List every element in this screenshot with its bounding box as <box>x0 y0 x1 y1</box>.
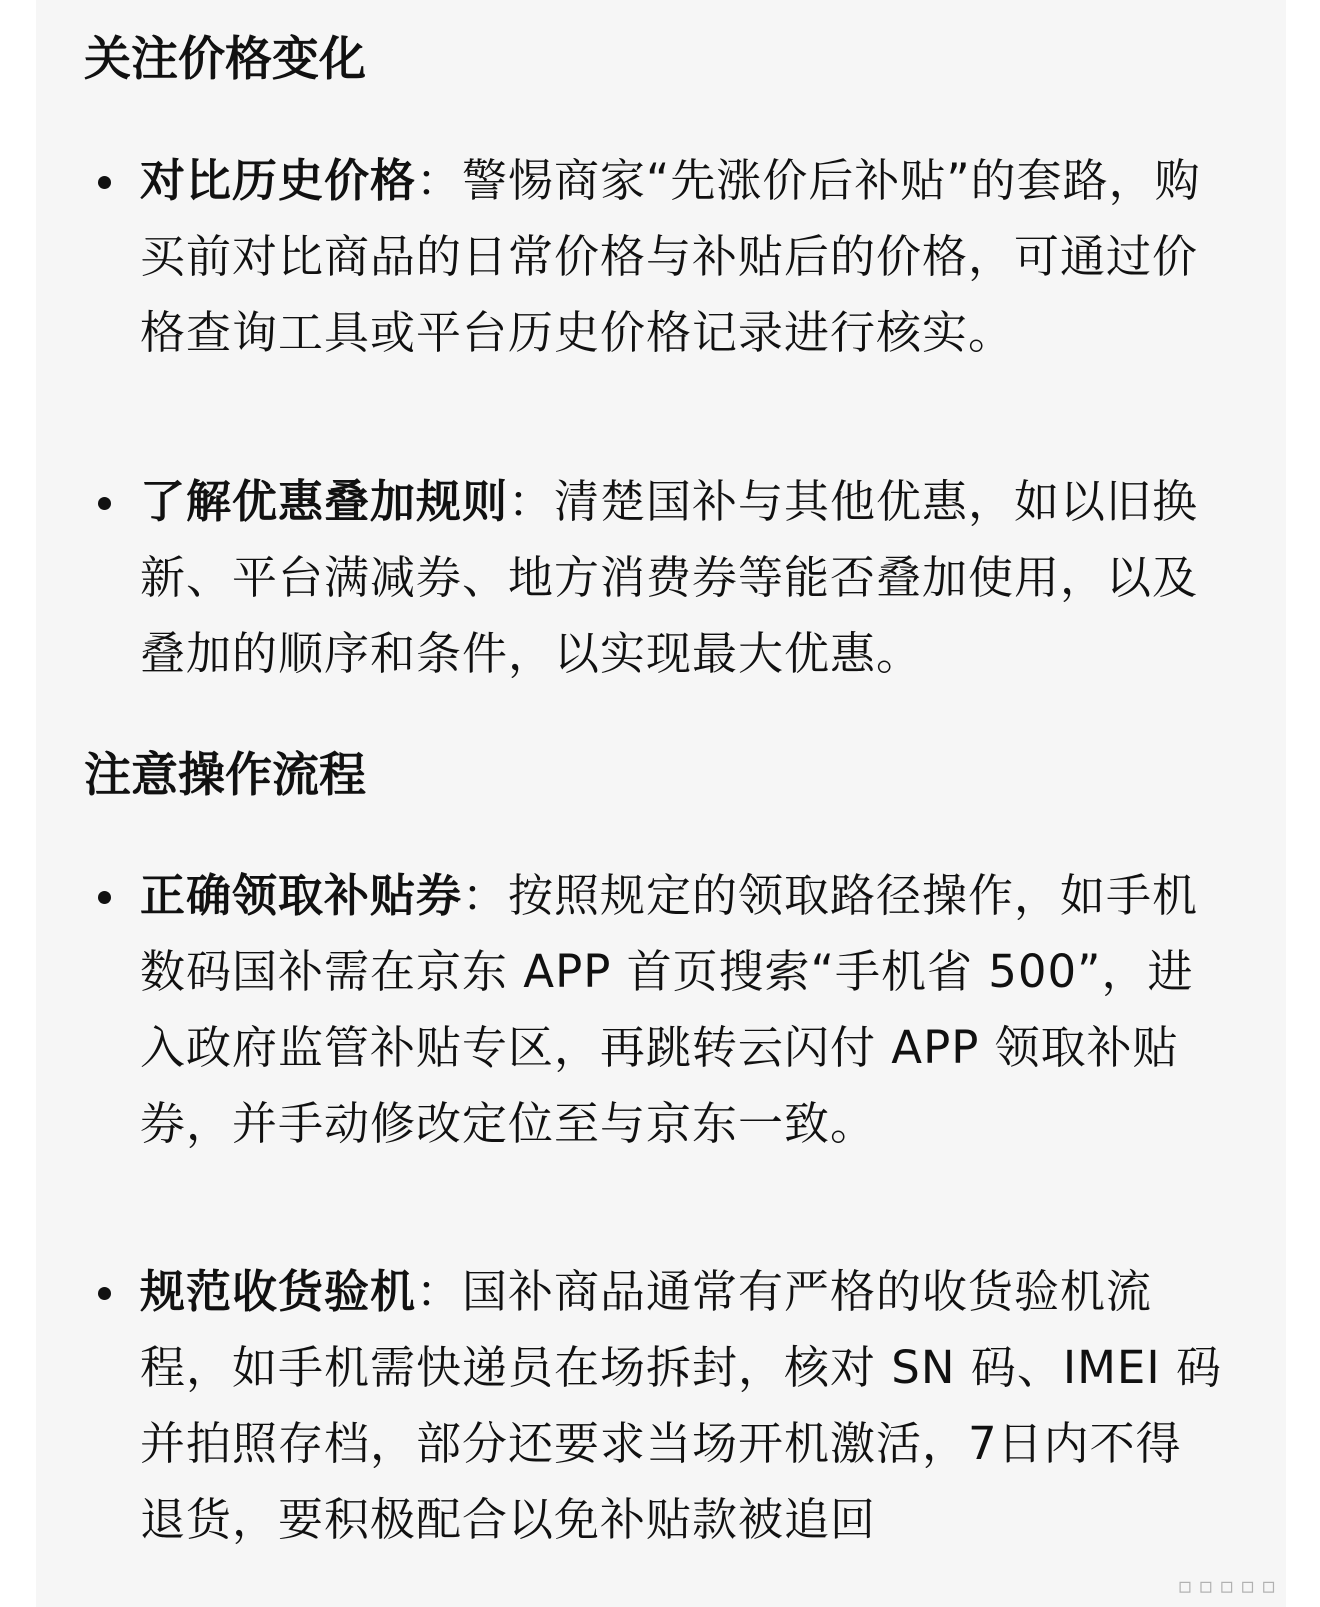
list-item-content <box>140 1254 1222 1558</box>
section-title-price-changes: 关注价格变化 <box>84 32 366 87</box>
bullet-icon <box>98 1287 111 1300</box>
bullet-icon <box>98 497 111 510</box>
list-item-label: 正确领取补贴券 <box>140 869 463 922</box>
bullet-icon <box>98 891 111 904</box>
list-item-compare-history-price <box>92 143 1222 371</box>
list-item-claim-subsidy-coupon <box>92 858 1222 1162</box>
list-item-text: ：国补商品通常有严格的收货验机流程，如手机需快递员在场拆封，核对 SN 码、IMEI 码并拍照存档，部分还要求当场开机激活，7日内不得退货，要积极配合以免补贴款被追回 <box>140 1265 1222 1546</box>
list-item-content <box>140 464 1222 692</box>
bullet-icon <box>98 176 111 189</box>
list-item-content <box>140 858 1222 1162</box>
list-item-text: ：按照规定的领取路径操作，如手机数码国补需在京东 APP 首页搜索“手机省 500”，进入政府监管补贴专区，再跳转云闪付 APP 领取补贴券，并手动修改定位至与京东一致。 <box>140 869 1199 1150</box>
list-item-label: 了解优惠叠加规则 <box>140 475 509 528</box>
content-panel <box>36 0 1286 1607</box>
list-item-label: 规范收货验机 <box>140 1265 417 1318</box>
list-item-content <box>140 143 1222 371</box>
list-item-text: ：清楚国补与其他优惠，如以旧换新、平台满减券、地方消费券等能否叠加使用，以及叠加的顺序和条件，以实现最大优惠。 <box>140 475 1199 680</box>
list-item-label: 对比历史价格 <box>140 154 417 207</box>
list-item-text: ：警惕商家“先涨价后补贴”的套路，购买前对比商品的日常价格与补贴后的价格，可通过价格查询工具或平台历史价格记录进行核实。 <box>140 154 1201 359</box>
watermark-logo: ▫▫▫▫▫ <box>1177 1574 1282 1599</box>
list-item-receive-and-inspect <box>92 1254 1222 1558</box>
list-item-discount-stacking-rules <box>92 464 1222 692</box>
section-title-operation-process: 注意操作流程 <box>84 748 366 803</box>
